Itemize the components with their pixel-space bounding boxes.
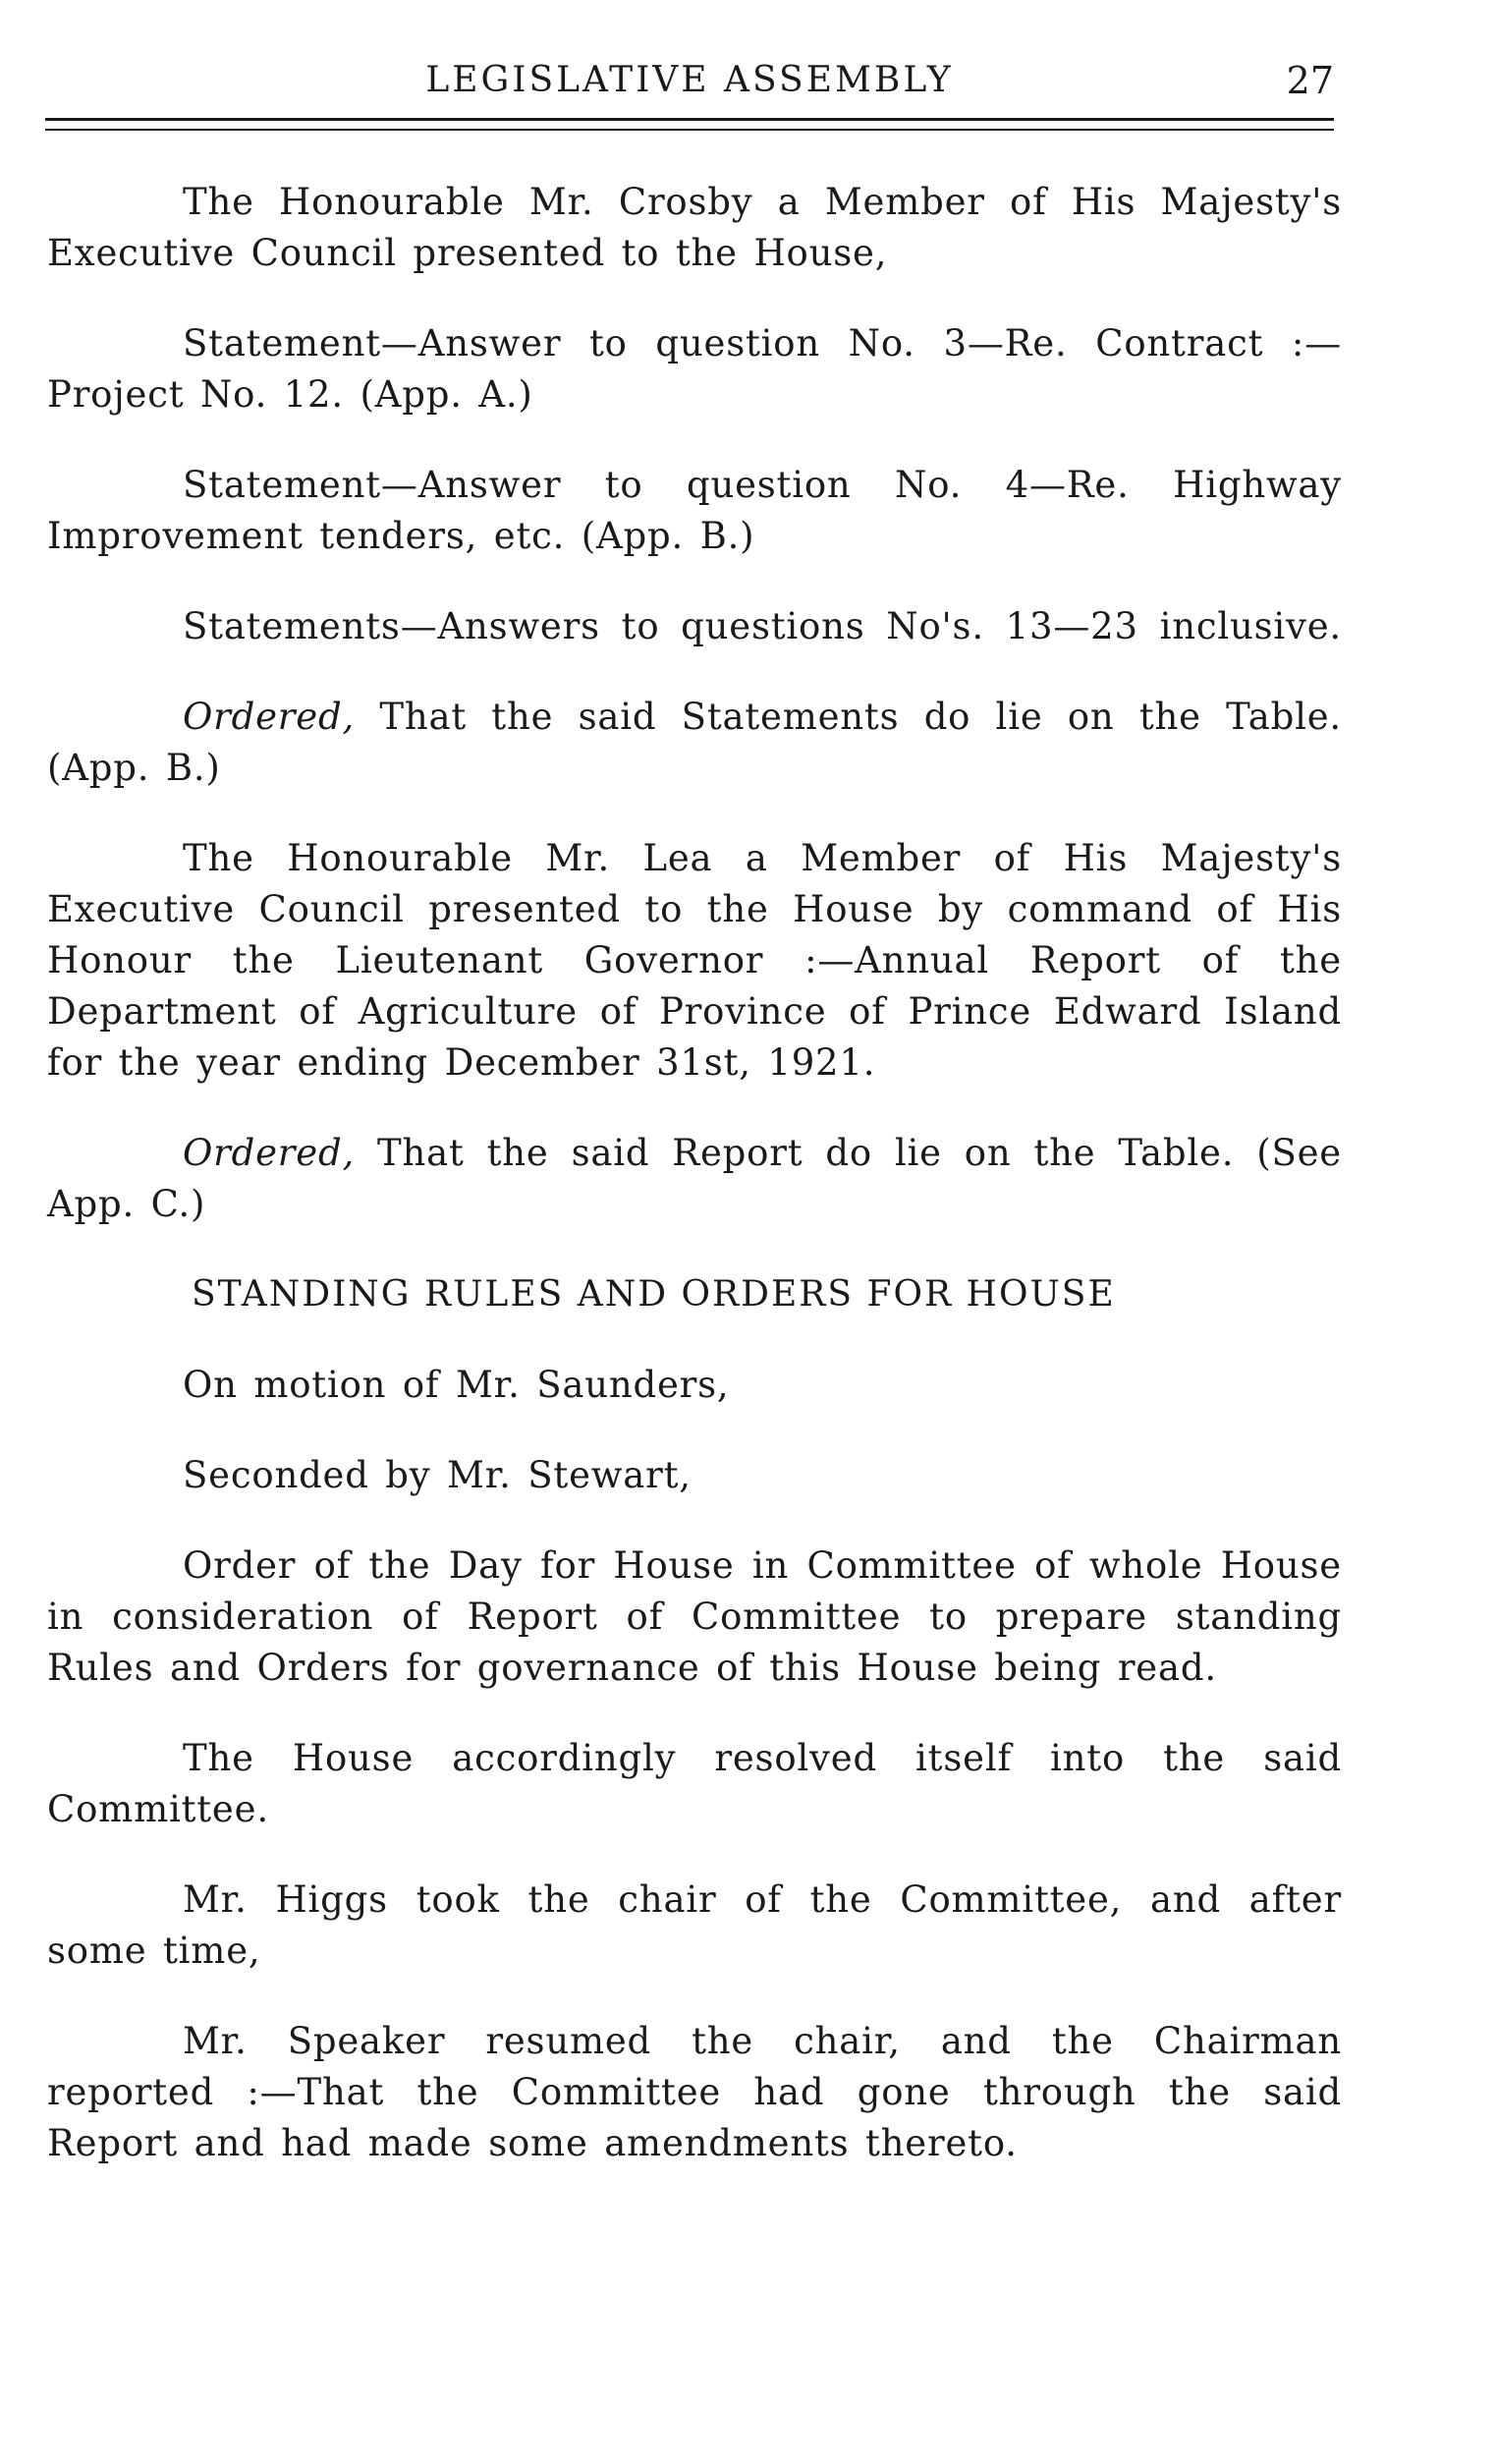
paragraph-ordered-report	[47, 1128, 1342, 1230]
paragraph-statements-13-23: Statements—Answers to questions No's. 13—23 inclusive.	[183, 605, 1342, 647]
paragraph-speaker-resumed: Mr. Speaker resumed the chair, and the Chairman reported :—That the Committee had gone through the said Report and had made some amendments thereto.	[47, 2020, 1342, 2164]
paragraph-statement-question-4: Statement—Answer to question No. 4—Re. Highway Improvement tenders, etc. (App. B.)	[47, 464, 1342, 557]
section-heading: STANDING RULES AND ORDERS FOR HOUSE	[192, 1274, 1116, 1315]
paragraph-lea-presentation: The Honourable Mr. Lea a Member of His Majesty's Executive Council presented to the House by command of His Honour the Lieutenant Governor :—Annual Report of the Department of Agriculture of Province of Prince Edward Island for the year ending December 31st, 1921.	[47, 837, 1342, 1084]
header-title: LEGISLATIVE ASSEMBLY	[425, 60, 954, 100]
paragraph-higgs-chair: Mr. Higgs took the chair of the Committee, and after some time,	[47, 1878, 1342, 1972]
ordered-text: That the said Statements do lie on the Table. (App. B.)	[47, 696, 1342, 789]
paragraph-motion: On motion of Mr. Saunders,	[183, 1364, 730, 1406]
paragraph-house-resolved: The House accordingly resolved itself into the said Committee.	[47, 1737, 1342, 1830]
ordered-italic: Ordered,	[183, 696, 356, 738]
header-rule-top	[45, 118, 1334, 121]
page-body	[47, 177, 1342, 2209]
paragraph-statement-question-3: Statement—Answer to question No. 3—Re. Contract :— Project No. 12. (App. A.)	[47, 322, 1342, 416]
ordered-italic: Ordered,	[183, 1132, 356, 1174]
paragraph-ordered-statements	[47, 692, 1342, 794]
page-number: 27	[1286, 59, 1334, 102]
header-rule-bottom	[45, 129, 1334, 131]
paragraph-seconded: Seconded by Mr. Stewart,	[183, 1454, 692, 1496]
running-header	[45, 59, 1334, 102]
paragraph-order-of-day: Order of the Day for House in Committee of whole House in consideration of Report of Committee to prepare standing Rules and Orders for governance of this House being read.	[47, 1544, 1342, 1689]
ordered-text: That the said Report do lie on the Table. (See App. C.)	[47, 1132, 1342, 1225]
paragraph-crosby-presentation: The Honourable Mr. Crosby a Member of His Majesty's Executive Council presented to the House,	[47, 181, 1342, 274]
